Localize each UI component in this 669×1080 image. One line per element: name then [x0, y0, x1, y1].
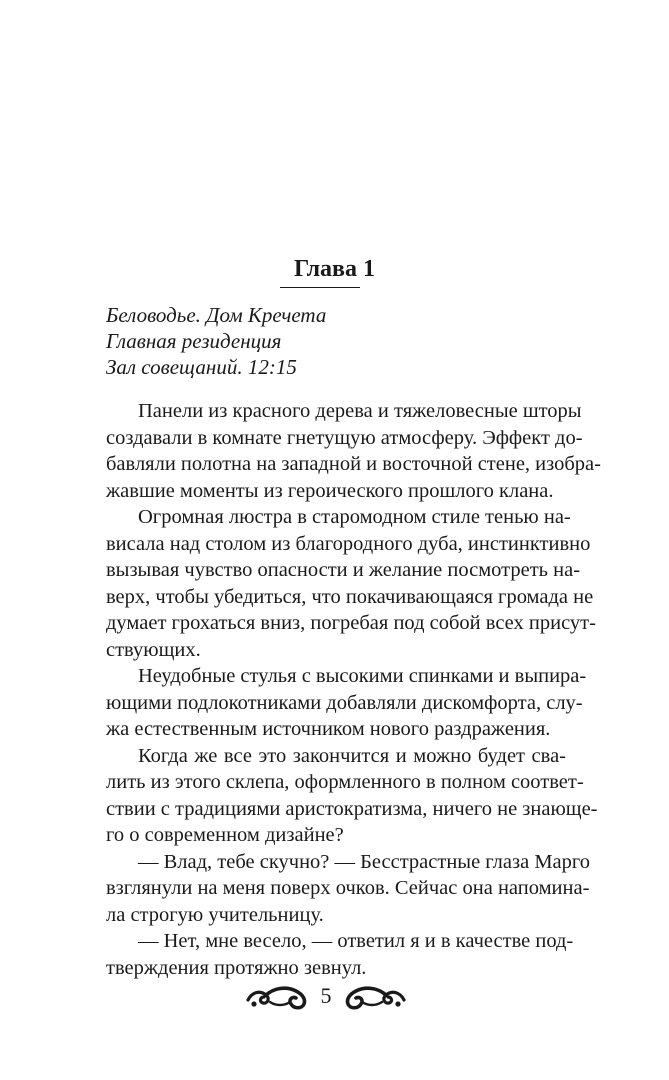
page-footer	[0, 980, 669, 1016]
scroll-ornament-icon	[246, 982, 308, 1012]
text-line: Когда же все это закончится и можно будет сва-	[138, 744, 566, 767]
text-line: жа естественным источником нового раздражения.	[106, 718, 551, 740]
text-line: ствующих.	[106, 638, 201, 661]
text-line: — Нет, мне весело, — ответил я и в качестве под-	[138, 930, 574, 952]
text-line: ствии с традициями аристократизма, ничего не знающе-	[106, 797, 598, 820]
text-line: — Влад, тебе скучно? — Бесстрастные глаза Марго	[138, 850, 591, 873]
text-line: Неудобные стулья с высокими спинками и выпира-	[138, 665, 587, 687]
text-line: думает грохаться вниз, погребая под собой всех присут-	[106, 612, 596, 634]
location-block	[106, 302, 326, 380]
text-line: Панели из красного дерева и тяжеловесные шторы	[138, 400, 582, 422]
location-line: Беловодье. Дом Кречета	[106, 303, 327, 327]
text-line: лить из этого склепа, оформленного в полном соответ-	[106, 771, 584, 793]
text-line: тверждения протяжно зевнул.	[106, 956, 367, 979]
text-line: верх, чтобы убедиться, что покачивающаяся громада не	[106, 585, 594, 608]
text-line: ла строгую учительницу.	[106, 903, 324, 926]
text-line: го о современном дизайне?	[106, 824, 344, 846]
location-line: Главная резиденция	[106, 329, 282, 353]
text-line: ющими подлокотниками добавляли дискомфорта, слу-	[106, 691, 583, 714]
scroll-ornament-icon	[344, 982, 406, 1012]
text-line: висала над столом из благородного дуба, инстинктивно	[106, 532, 591, 555]
chapter-title: Глава 1	[294, 256, 375, 282]
page-number: 5	[320, 983, 332, 1008]
text-line: вызывая чувство опасности и желание посмотреть на-	[106, 559, 581, 581]
text-line: создавали в комнате гнетущую атмосферу. Эффект до-	[106, 426, 583, 449]
chapter-title-underline	[280, 287, 360, 288]
text-line: Огромная люстра в старомодном стиле тенью на-	[138, 506, 571, 528]
text-line: взглянули на меня поверх очков. Сейчас она напомина-	[106, 877, 590, 899]
text-line: бавляли полотна на западной и восточной стене, изобра-	[106, 453, 601, 475]
text-line: жавшие моменты из героического прошлого клана.	[106, 479, 554, 502]
body-text	[106, 398, 601, 981]
location-line: Зал совещаний. 12:15	[106, 355, 297, 379]
